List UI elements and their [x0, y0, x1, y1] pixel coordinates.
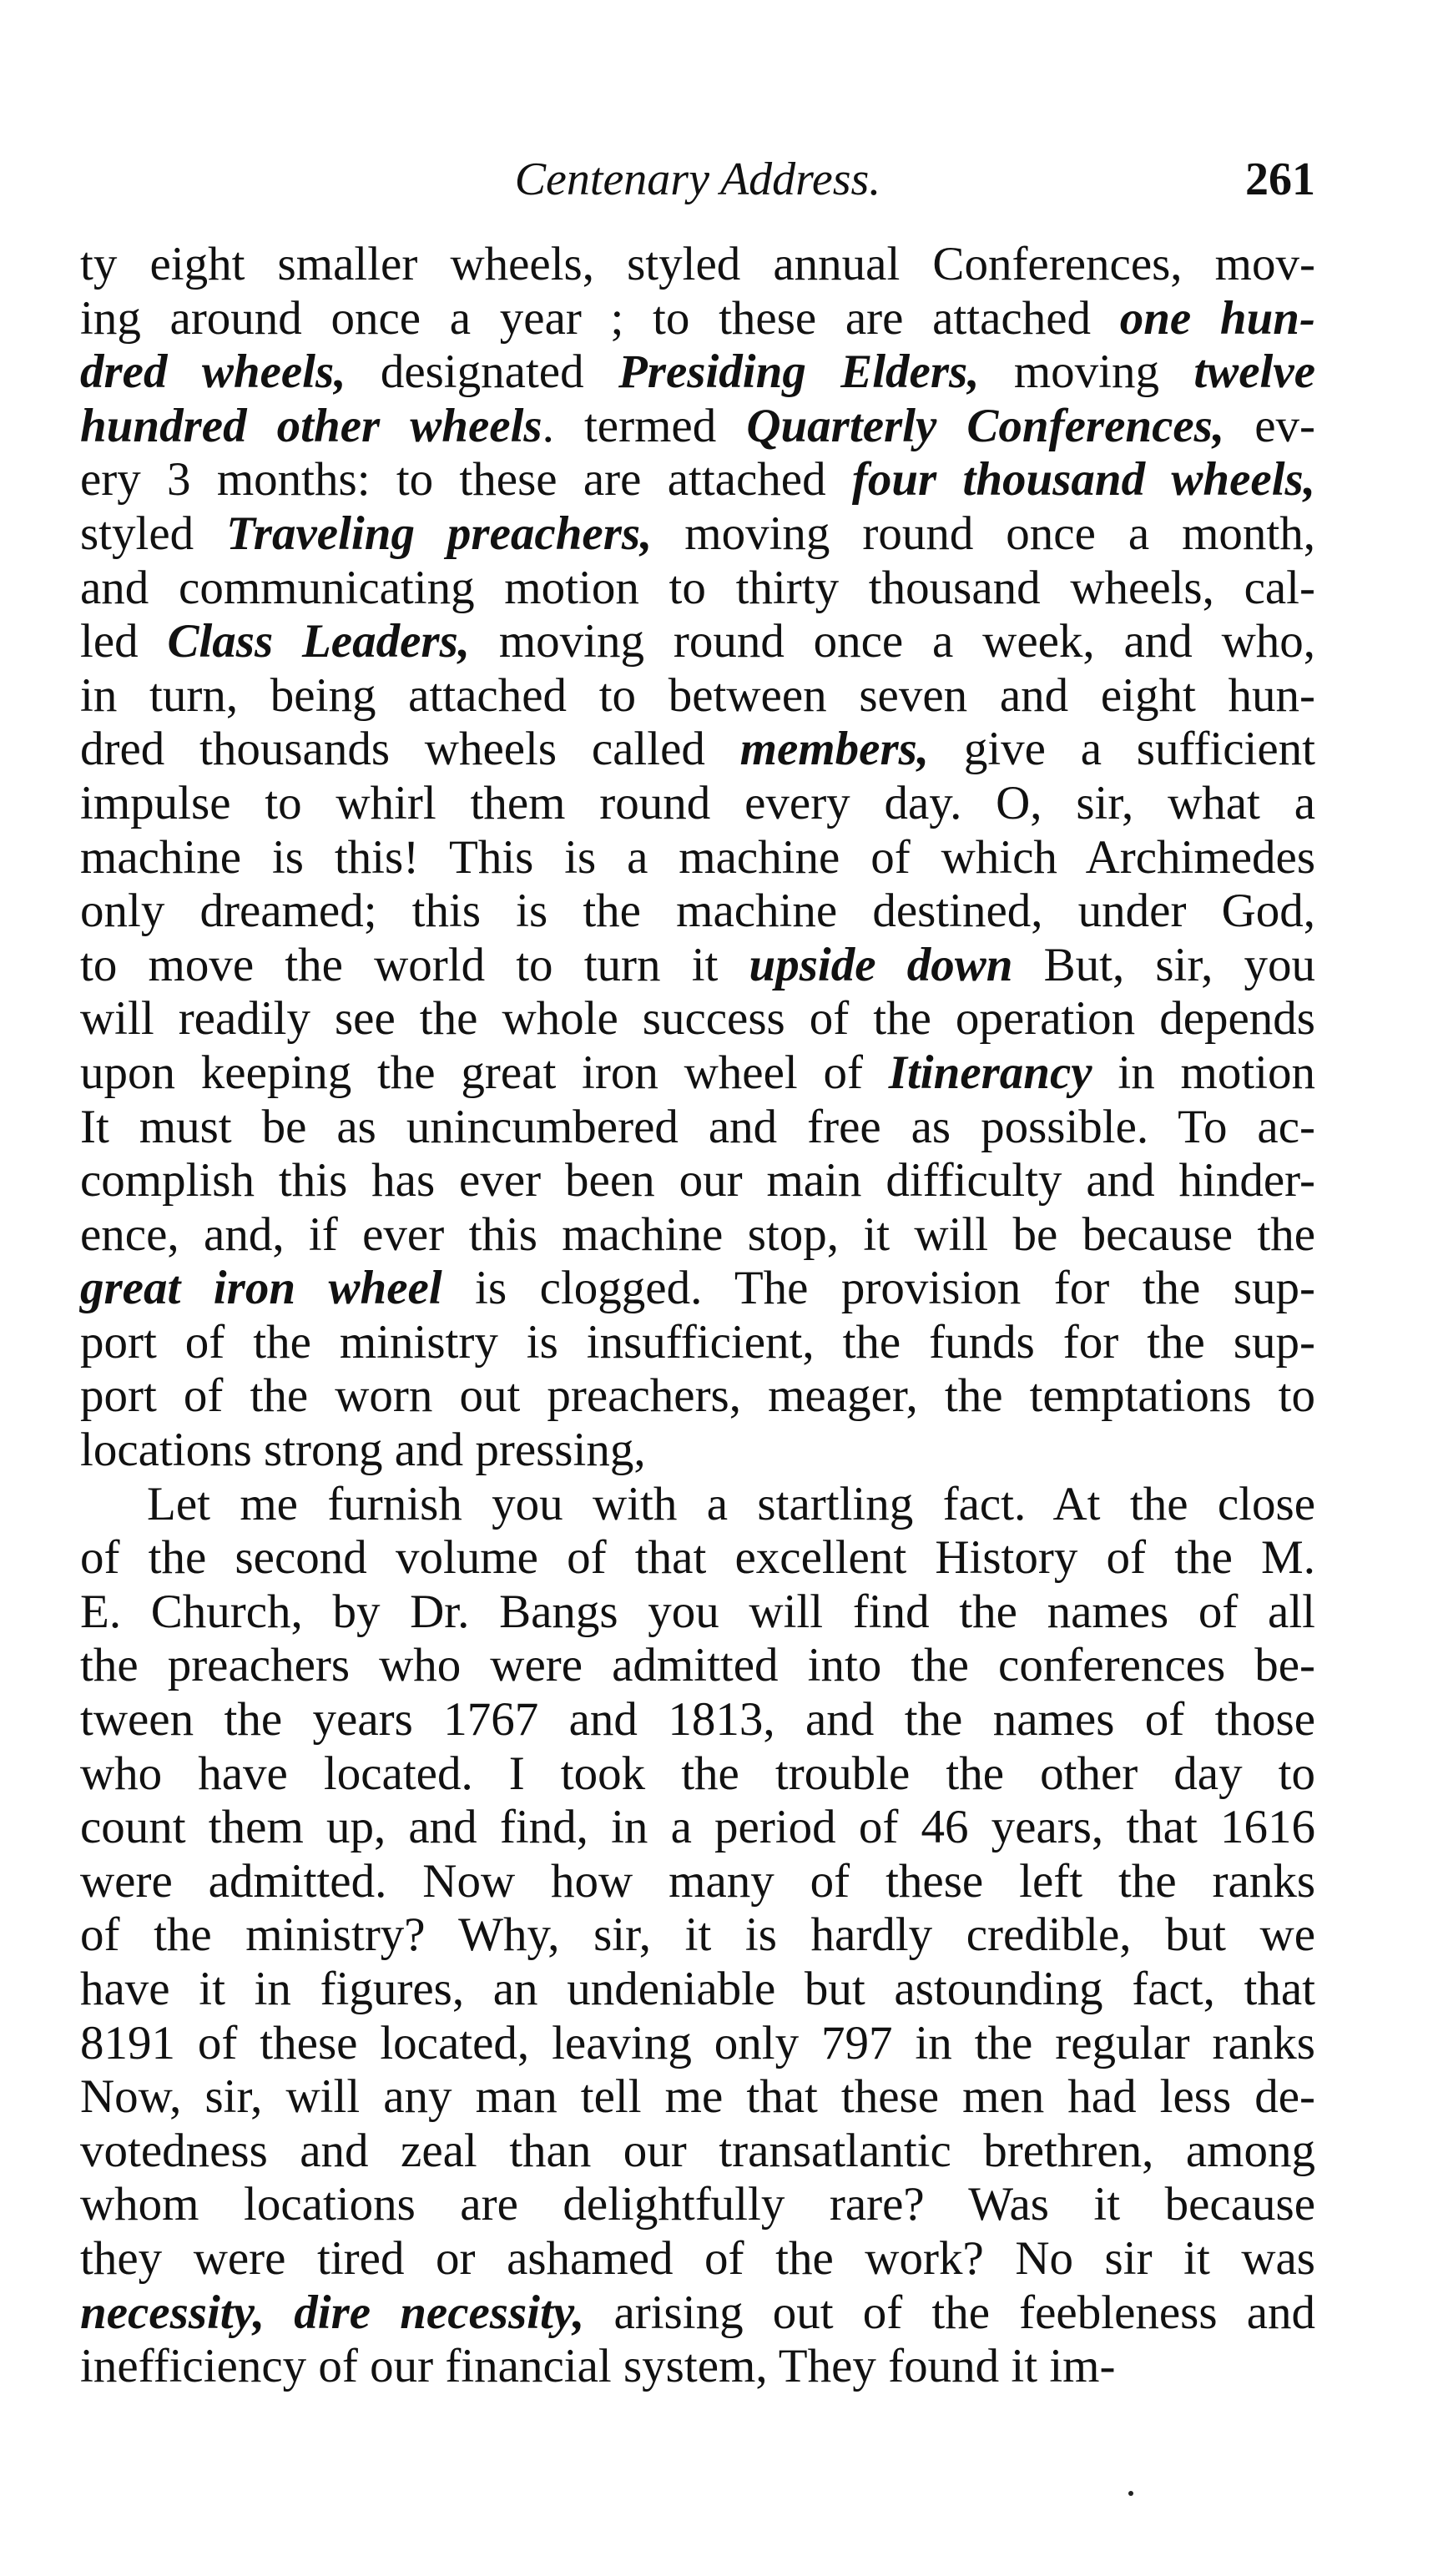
- text-run: give a sufficient: [929, 723, 1315, 776]
- text-line: [80, 885, 1315, 939]
- emphasis-text: dred wheels,: [80, 345, 346, 399]
- text-run: ery 3 months: to these are attached: [80, 453, 852, 507]
- text-run: they were tired or ashamed of the work? No sir it was: [80, 2231, 1315, 2285]
- text-run: locations strong and pressing,: [80, 1424, 646, 1477]
- emphasis-text: Presiding Elders,: [618, 345, 980, 399]
- text-run: whom locations are delightfully rare? Was it because: [80, 2178, 1315, 2231]
- text-line: [80, 238, 1315, 292]
- text-run: who have located. I took the trouble the other day to: [80, 1747, 1315, 1800]
- text-run: ence, and, if ever this machine stop, it will be because the: [80, 1207, 1315, 1261]
- text-run: inefficiency of our financial system, They found it im-: [80, 2340, 1116, 2393]
- text-line: [80, 2070, 1315, 2125]
- text-run: and communicating motion to thirty thousand wheels, cal-: [80, 561, 1315, 614]
- text-line: [80, 777, 1315, 831]
- text-line: [80, 2340, 1315, 2394]
- text-run: moving round once a month,: [652, 507, 1315, 560]
- emphasis-text: Class Leaders,: [167, 615, 471, 668]
- text-line: [80, 1908, 1315, 1963]
- text-run: impulse to whirl them round every day. O, sir, what a: [80, 776, 1315, 829]
- text-run: tween the years 1767 and 1813, and the names of those: [80, 1693, 1315, 1747]
- text-line: [80, 1747, 1315, 1802]
- text-run: styled: [80, 507, 227, 560]
- text-run: have it in figures, an undeniable but astounding fact, that: [80, 1963, 1315, 2015]
- text-run: E. Church, by Dr. Bangs you will find the names of all: [80, 1585, 1315, 1638]
- text-run: ing around once a year ; to these are attached: [80, 291, 1120, 345]
- text-line: [80, 2017, 1315, 2071]
- text-line: [80, 292, 1315, 346]
- text-run: to move the world to turn it: [80, 938, 749, 991]
- running-title: Centenary Address.: [514, 154, 881, 205]
- text-line: [80, 723, 1315, 777]
- text-line: [80, 992, 1315, 1046]
- text-line: [80, 615, 1315, 669]
- text-run: in turn, being attached to between seven and eight hun-: [80, 668, 1315, 722]
- text-line: [80, 562, 1315, 616]
- text-line: [80, 1693, 1315, 1747]
- text-run: of the second volume of that excellent History of the M.: [80, 1531, 1315, 1585]
- text-run: complish this has ever been our main difficulty and hinder-: [80, 1154, 1315, 1207]
- text-run: led: [80, 615, 168, 668]
- text-line: [80, 1801, 1315, 1855]
- text-line: [80, 1369, 1315, 1424]
- text-run: the preachers who were admitted into the conferences be-: [80, 1639, 1315, 1692]
- text-run: machine is this! This is a machine of which Archimedes: [80, 830, 1315, 884]
- text-run: upon keeping the great iron wheel of: [80, 1046, 889, 1099]
- text-line: [80, 1262, 1315, 1316]
- text-run: only dreamed; this is the machine destined, under God,: [80, 885, 1315, 938]
- text-run: . termed: [542, 399, 747, 452]
- text-line: [80, 1585, 1315, 1640]
- text-line: [80, 1639, 1315, 1693]
- text-line: [80, 345, 1315, 400]
- text-line: [80, 669, 1315, 723]
- text-run: ev-: [1224, 399, 1315, 452]
- emphasis-text: one hun-: [1119, 291, 1315, 345]
- text-run: 8191 of these located, leaving only 797 in the regular ranks: [80, 2016, 1315, 2069]
- text-run: port of the ministry is insufficient, the funds for the sup-: [80, 1315, 1315, 1369]
- text-run: port of the worn out preachers, meager, the temptations to: [80, 1369, 1315, 1423]
- text-run: will readily see the whole success of the operation depends: [80, 992, 1315, 1046]
- emphasis-text: Quarterly Conferences,: [746, 399, 1225, 452]
- text-run: designated: [346, 345, 618, 399]
- text-line: [80, 2232, 1315, 2286]
- text-run: arising out of the feebleness and: [584, 2286, 1315, 2339]
- page-number: 261: [1245, 154, 1315, 205]
- text-line: [80, 831, 1315, 885]
- text-line: [80, 507, 1315, 562]
- running-head: [80, 142, 1315, 217]
- text-line: [80, 1154, 1315, 1208]
- print-speck: [1128, 2491, 1133, 2496]
- emphasis-text: necessity, dire necessity,: [80, 2286, 585, 2339]
- text-line: [80, 939, 1315, 993]
- text-run: Now, sir, will any man tell me that these men had less de-: [80, 2070, 1315, 2124]
- emphasis-text: upside down: [749, 938, 1013, 991]
- text-line: [80, 400, 1315, 454]
- text-line: [80, 2125, 1315, 2179]
- text-run: Let me furnish you with a startling fact. At the close: [147, 1477, 1315, 1530]
- text-line: [80, 1855, 1315, 1909]
- text-line: [80, 1531, 1315, 1585]
- text-run: were admitted. Now how many of these left the ranks: [80, 1854, 1315, 1908]
- text-run: of the ministry? Why, sir, it is hardly credible, but we: [80, 1908, 1315, 1962]
- text-run: moving: [979, 345, 1194, 399]
- text-run: in motion: [1092, 1046, 1315, 1099]
- emphasis-text: four thousand wheels,: [851, 453, 1315, 507]
- text-line: [80, 1046, 1315, 1101]
- text-line: [80, 1208, 1315, 1263]
- text-line: [80, 1478, 1315, 1532]
- text-run: ty eight smaller wheels, styled annual Conferences, mov-: [80, 238, 1315, 290]
- text-run: is clogged. The provision for the sup-: [441, 1262, 1315, 1315]
- emphasis-text: Traveling preachers,: [226, 507, 653, 560]
- text-run: It must be as unincumbered and free as possible. To ac-: [80, 1100, 1315, 1153]
- text-run: dred thousands wheels called: [80, 723, 740, 776]
- text-line: [80, 1424, 1315, 1478]
- text-run: count them up, and find, in a period of 46 years, that 1616: [80, 1801, 1315, 1854]
- emphasis-text: hundred other wheels: [80, 399, 542, 452]
- text-line: [80, 2178, 1315, 2232]
- body-text: [80, 238, 1315, 2394]
- text-line: [80, 1316, 1315, 1370]
- text-line: [80, 1963, 1315, 2017]
- text-run: moving round once a week, and who,: [470, 615, 1316, 668]
- emphasis-text: Itinerancy: [888, 1046, 1092, 1099]
- emphasis-text: great iron wheel: [80, 1262, 442, 1315]
- text-line: [80, 453, 1315, 507]
- text-line: [80, 1101, 1315, 1155]
- text-line: [80, 2286, 1315, 2341]
- emphasis-text: members,: [739, 723, 930, 776]
- text-run: But, sir, you: [1012, 938, 1315, 991]
- emphasis-text: twelve: [1193, 345, 1315, 399]
- text-run: votedness and zeal than our transatlantic brethren, among: [80, 2124, 1315, 2177]
